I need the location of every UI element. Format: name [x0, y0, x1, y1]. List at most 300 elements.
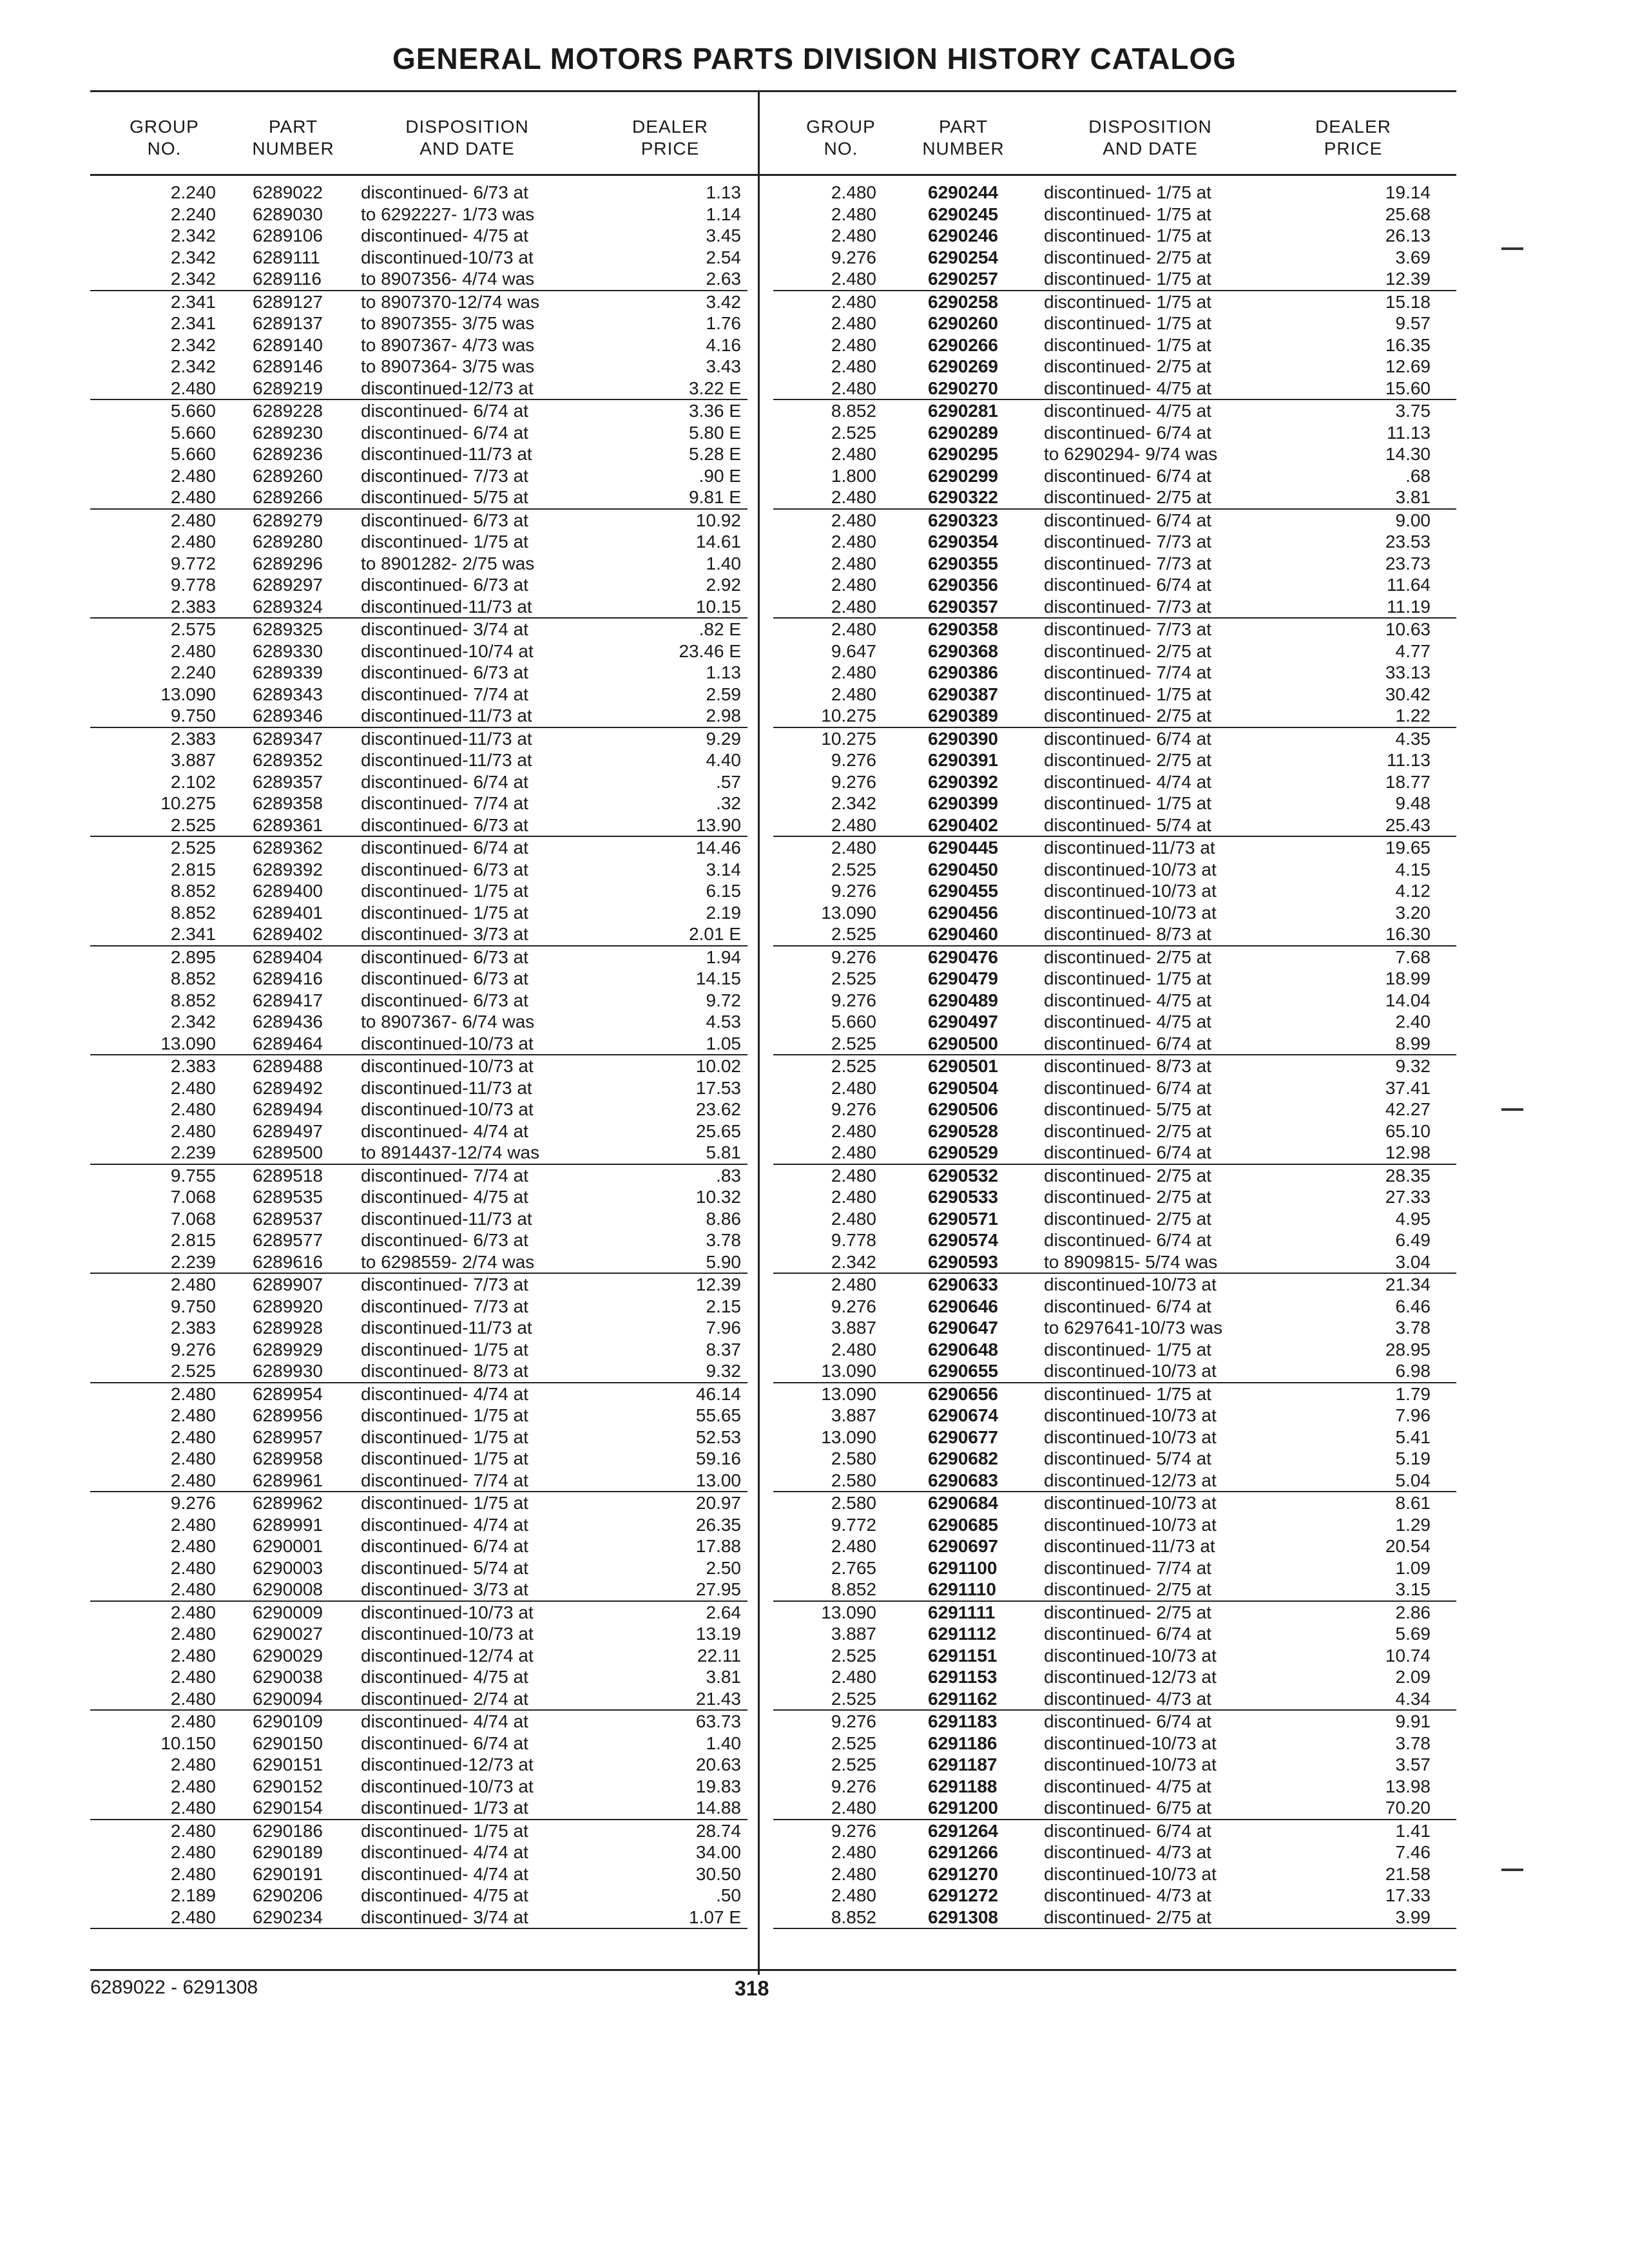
dealer-price: 8.86 [706, 1208, 741, 1229]
group-number: 2.525 [831, 859, 876, 879]
group-number: 9.276 [170, 1493, 216, 1513]
table-row [90, 1077, 747, 1099]
dealer-price: 10.63 [1385, 619, 1431, 639]
group-number: 2.480 [831, 662, 876, 682]
part-number: 6289137 [253, 313, 323, 333]
dealer-price: 15.60 [1385, 378, 1431, 398]
group-number: 2.815 [170, 1230, 216, 1250]
part-number: 6290029 [253, 1645, 323, 1666]
group-number: 9.276 [831, 1776, 876, 1796]
group-number: 2.480 [170, 1514, 216, 1535]
part-number: 6289991 [253, 1514, 323, 1535]
table-row [90, 1863, 747, 1885]
table-row [90, 1645, 747, 1667]
group-number: 2.383 [170, 1318, 216, 1338]
group-number: 2.342 [170, 247, 216, 267]
table-row [773, 771, 1456, 793]
table-row [90, 771, 747, 793]
disposition: discontinued- 5/74 at [1044, 814, 1211, 835]
group-number: 2.480 [831, 814, 876, 835]
part-number: 6289494 [253, 1099, 323, 1119]
dealer-price: 11.64 [1387, 575, 1431, 595]
dealer-price: 42.27 [1385, 1099, 1431, 1119]
disposition: discontinued- 7/74 at [1044, 662, 1211, 682]
dealer-price: 9.48 [1395, 793, 1431, 813]
dealer-price: 3.20 [1395, 902, 1431, 923]
table-row [773, 1602, 1456, 1624]
disposition: discontinued- 6/74 at [1044, 1077, 1211, 1098]
disposition: to 8901282- 2/75 was [361, 553, 535, 573]
table-row [90, 1165, 747, 1187]
dealer-price: 2.64 [706, 1602, 741, 1622]
disposition: discontinued- 6/73 at [361, 510, 528, 530]
group-number: 2.525 [831, 1645, 876, 1666]
dealer-price: 13.19 [695, 1624, 741, 1644]
disposition: discontinued- 6/74 at [1044, 728, 1211, 749]
part-number: 6291308 [928, 1907, 999, 1927]
part-number: 6289956 [253, 1405, 323, 1425]
dealer-price: 1.13 [706, 662, 741, 682]
part-number: 6289929 [253, 1339, 323, 1360]
table-row [773, 1165, 1456, 1187]
table-row [90, 619, 747, 640]
table-row [773, 1907, 1456, 1930]
table-row [773, 1514, 1456, 1536]
table-row [773, 1077, 1456, 1099]
part-number: 6290038 [253, 1667, 323, 1687]
table-row [773, 1383, 1456, 1405]
table-row [90, 1011, 747, 1033]
dealer-price: 4.40 [706, 750, 741, 770]
disposition: discontinued-10/73 at [1044, 859, 1217, 879]
header-price-left: DEALER PRICE [631, 117, 709, 159]
part-number: 6291186 [928, 1733, 998, 1753]
dealer-price: 14.30 [1385, 444, 1431, 464]
table-row [90, 531, 747, 553]
group-number: 3.887 [831, 1318, 876, 1338]
dealer-price: 15.18 [1385, 291, 1431, 312]
dealer-price: 27.33 [1385, 1187, 1431, 1207]
part-number: 6291110 [928, 1579, 996, 1599]
table-row [773, 291, 1456, 313]
disposition: discontinued-10/73 at [1044, 902, 1217, 923]
part-number: 6290683 [928, 1470, 999, 1490]
table-row [90, 1557, 747, 1579]
table-row [90, 814, 747, 838]
dealer-price: 33.13 [1385, 662, 1431, 682]
part-number: 6290189 [253, 1842, 323, 1862]
part-number: 6290456 [928, 902, 999, 923]
group-number: 13.090 [160, 1033, 216, 1053]
dealer-price: 2.98 [706, 706, 741, 726]
dealer-price: 52.53 [695, 1427, 741, 1447]
part-number: 6290504 [928, 1077, 999, 1098]
group-number: 2.525 [831, 1733, 876, 1753]
part-number: 6290399 [928, 793, 999, 813]
group-number: 2.575 [170, 619, 216, 639]
disposition: discontinued- 6/73 at [361, 1230, 528, 1250]
part-number: 6289464 [253, 1033, 323, 1053]
table-row [773, 1797, 1456, 1820]
dealer-price: 6.46 [1395, 1296, 1431, 1316]
table-row [90, 1666, 747, 1688]
page-title: GENERAL MOTORS PARTS DIVISION HISTORY CATALOG [392, 42, 1237, 75]
table-row [773, 1120, 1456, 1142]
disposition: discontinued- 6/74 at [1044, 1711, 1211, 1731]
group-number: 2.480 [170, 1820, 216, 1841]
table-row [90, 684, 747, 706]
part-number: 6290368 [928, 640, 999, 661]
dealer-price: 23.62 [695, 1099, 741, 1119]
table-row [90, 880, 747, 902]
dealer-price: 3.69 [1395, 247, 1431, 267]
table-row [90, 1383, 747, 1405]
part-number: 6290355 [928, 553, 999, 573]
disposition: discontinued-10/73 at [361, 1602, 534, 1622]
dealer-price: 1.40 [706, 1733, 741, 1753]
disposition: discontinued- 3/74 at [361, 1907, 528, 1927]
disposition: discontinued-11/73 at [1044, 838, 1215, 858]
footer-rule [90, 1969, 1456, 1971]
group-number: 8.852 [831, 1579, 876, 1599]
dealer-price: 14.46 [695, 838, 741, 858]
table-row [90, 356, 747, 378]
group-number: 2.480 [170, 1842, 216, 1862]
dealer-price: 9.91 [1395, 1711, 1431, 1731]
part-number: 6289346 [253, 706, 323, 726]
part-number: 6291264 [928, 1820, 999, 1841]
part-number: 6291112 [928, 1624, 996, 1644]
group-number: 2.580 [831, 1470, 876, 1490]
part-number: 6290234 [253, 1907, 323, 1927]
part-number: 6289962 [253, 1493, 323, 1513]
dealer-price: 14.15 [695, 968, 741, 988]
disposition: discontinued-11/73 at [361, 750, 532, 770]
disposition: discontinued- 1/75 at [361, 1427, 528, 1447]
dealer-price: 5.69 [1395, 1624, 1431, 1644]
group-number: 8.852 [170, 990, 216, 1010]
dealer-price: 3.04 [1395, 1251, 1431, 1272]
table-row [773, 510, 1456, 532]
table-row [773, 814, 1456, 838]
column-divider [758, 90, 760, 1975]
part-number: 6289116 [253, 269, 322, 289]
part-number: 6290358 [928, 619, 999, 639]
table-row [773, 1754, 1456, 1776]
disposition: discontinued- 4/75 at [361, 1885, 528, 1905]
group-number: 2.480 [831, 1187, 876, 1207]
right-parts-table [773, 182, 1456, 1929]
disposition: discontinued- 6/74 at [1044, 575, 1211, 595]
part-number: 6290528 [928, 1120, 999, 1141]
disposition: discontinued- 6/74 at [1044, 1624, 1211, 1644]
header-part-right: PART NUMBER [922, 117, 1005, 159]
disposition: discontinued- 1/75 at [361, 1405, 528, 1425]
group-number: 2.525 [831, 968, 876, 988]
table-row [773, 1885, 1456, 1907]
group-number: 13.090 [821, 902, 876, 923]
left-parts-table [90, 182, 747, 1929]
group-number: 7.068 [170, 1187, 216, 1207]
part-number: 6290354 [928, 532, 999, 552]
disposition: to 8907364- 3/75 was [361, 356, 535, 376]
table-row [773, 1142, 1456, 1165]
header-group-right: GROUP NO. [806, 117, 876, 159]
part-number: 6290402 [928, 814, 999, 835]
group-number: 2.383 [170, 1056, 216, 1076]
table-row [90, 923, 747, 947]
part-number: 6290150 [253, 1733, 323, 1753]
part-number: 6289146 [253, 356, 323, 376]
dealer-price: 2.63 [706, 269, 741, 289]
dealer-price: 5.04 [1395, 1470, 1431, 1490]
group-number: 9.276 [831, 1711, 876, 1731]
part-number: 6289537 [253, 1208, 323, 1229]
disposition: discontinued-10/73 at [1044, 1733, 1217, 1753]
title-rule [90, 90, 1456, 92]
table-row [773, 1011, 1456, 1033]
part-number: 6289260 [253, 465, 323, 486]
part-number: 6290266 [928, 334, 999, 355]
part-number: 6290593 [928, 1251, 999, 1272]
disposition: discontinued- 2/75 at [1044, 247, 1211, 267]
table-row [90, 247, 747, 269]
dealer-price: 27.95 [695, 1579, 741, 1599]
part-number: 6289928 [253, 1318, 323, 1338]
part-number: 6289417 [253, 990, 323, 1010]
group-number: 2.525 [831, 924, 876, 944]
dealer-price: 25.43 [1385, 814, 1431, 835]
dealer-price: 23.53 [1385, 532, 1431, 552]
dealer-price: 4.34 [1395, 1688, 1431, 1709]
disposition: discontinued- 4/74 at [361, 1120, 528, 1141]
group-number: 8.852 [831, 401, 876, 421]
disposition: discontinued-10/73 at [361, 1624, 534, 1644]
dealer-price: 25.68 [1385, 204, 1431, 224]
disposition: discontinued- 1/73 at [361, 1798, 528, 1818]
disposition: discontinued- 6/74 at [361, 771, 528, 792]
part-number: 6289330 [253, 640, 323, 661]
dealer-price: 12.39 [695, 1274, 741, 1294]
dealer-price: 1.07 E [689, 1907, 741, 1927]
group-number: 2.480 [170, 1711, 216, 1731]
part-number: 6289357 [253, 771, 323, 792]
table-row [90, 574, 747, 596]
part-number: 6290245 [928, 204, 999, 224]
dealer-price: 3.45 [706, 226, 741, 245]
disposition: discontinued- 7/74 at [361, 684, 528, 704]
dealer-price: 6.15 [706, 881, 741, 901]
disposition: to 8907367- 4/73 was [361, 334, 535, 355]
disposition: discontinued-10/73 at [1044, 1274, 1217, 1294]
disposition: discontinued- 6/73 at [361, 662, 528, 682]
part-number: 6289030 [253, 204, 323, 224]
disposition: discontinued- 6/73 at [361, 968, 528, 988]
disposition: discontinued- 6/74 at [361, 1536, 528, 1556]
group-number: 2.480 [170, 1274, 216, 1294]
table-row [773, 400, 1456, 422]
group-number: 2.525 [831, 422, 876, 443]
group-number: 2.480 [831, 1274, 876, 1294]
dealer-price: 9.32 [706, 1361, 741, 1381]
group-number: 2.480 [831, 313, 876, 333]
part-number: 6289404 [253, 947, 323, 967]
table-row [773, 1296, 1456, 1318]
group-number: 2.342 [170, 334, 216, 355]
disposition: discontinued- 6/74 at [361, 401, 528, 421]
dealer-price: 1.40 [706, 553, 741, 573]
part-number: 6289488 [253, 1056, 323, 1076]
page-number: 318 [735, 1977, 769, 2000]
group-number: 2.480 [831, 553, 876, 573]
group-number: 2.480 [831, 619, 876, 639]
dealer-price: 4.53 [706, 1012, 741, 1032]
part-number: 6290154 [253, 1798, 323, 1818]
disposition: discontinued-12/73 at [1044, 1667, 1217, 1687]
table-row [773, 1557, 1456, 1579]
disposition: discontinued- 7/74 at [361, 793, 528, 813]
group-number: 2.342 [170, 356, 216, 376]
table-row [90, 1733, 747, 1754]
disposition: discontinued-10/73 at [361, 1776, 534, 1796]
dealer-price: 1.22 [1395, 706, 1431, 726]
disposition: discontinued- 7/73 at [1044, 619, 1211, 639]
disposition: discontinued- 1/75 at [361, 1339, 528, 1360]
table-row [90, 1602, 747, 1624]
table-row [90, 1360, 747, 1383]
table-row [773, 990, 1456, 1012]
group-number: 9.772 [831, 1514, 876, 1535]
group-number: 2.480 [170, 378, 216, 398]
group-number: 9.276 [170, 1339, 216, 1360]
table-row [773, 1208, 1456, 1230]
disposition: discontinued- 7/73 at [1044, 553, 1211, 573]
group-number: 2.480 [170, 1798, 216, 1818]
dealer-price: 2.50 [706, 1557, 741, 1578]
disposition: discontinued- 4/75 at [1044, 1776, 1211, 1796]
disposition: discontinued- 6/74 at [1044, 465, 1211, 486]
part-number: 6289140 [253, 334, 323, 355]
table-row [773, 728, 1456, 750]
table-row [773, 1033, 1456, 1056]
part-number: 6289339 [253, 662, 323, 682]
disposition: discontinued- 7/74 at [361, 1165, 528, 1186]
dealer-price: 59.16 [695, 1448, 741, 1468]
part-number: 6290682 [928, 1448, 999, 1468]
group-number: 9.276 [831, 1099, 876, 1119]
part-number: 6290186 [253, 1820, 323, 1841]
group-number: 2.342 [170, 269, 216, 289]
group-number: 2.525 [831, 1033, 876, 1053]
disposition: discontinued- 8/73 at [361, 1361, 528, 1381]
dealer-price: 11.19 [1387, 596, 1431, 617]
table-row [90, 1251, 747, 1274]
group-number: 2.480 [170, 1667, 216, 1687]
disposition: discontinued- 6/74 at [1044, 510, 1211, 530]
table-row [90, 749, 747, 771]
table-row [773, 225, 1456, 247]
part-number: 6290392 [928, 771, 999, 792]
part-number: 6289361 [253, 814, 323, 835]
group-number: 2.239 [170, 1251, 216, 1272]
disposition: discontinued-11/73 at [361, 728, 532, 749]
disposition: discontinued-10/73 at [361, 1033, 534, 1053]
group-number: 2.480 [831, 575, 876, 595]
disposition: discontinued- 1/75 at [361, 902, 528, 923]
dealer-price: 3.81 [706, 1667, 741, 1687]
disposition: discontinued- 2/75 at [1044, 947, 1211, 967]
group-number: 2.480 [170, 1776, 216, 1796]
table-row [90, 1514, 747, 1536]
group-number: 9.276 [831, 1820, 876, 1841]
part-number: 6290497 [928, 1012, 999, 1032]
part-number: 6290258 [928, 291, 999, 312]
group-number: 2.525 [831, 1056, 876, 1076]
part-number: 6289518 [253, 1165, 323, 1186]
table-row [90, 1535, 747, 1557]
table-row [90, 1120, 747, 1142]
table-row [90, 1797, 747, 1820]
part-number: 6290254 [928, 247, 999, 267]
disposition: discontinued- 1/75 at [1044, 334, 1211, 355]
group-number: 2.580 [831, 1493, 876, 1513]
table-row [773, 923, 1456, 947]
dealer-price: 23.46 E [679, 640, 741, 661]
group-number: 2.342 [831, 793, 876, 813]
table-row [90, 400, 747, 422]
group-number: 2.480 [170, 1099, 216, 1119]
disposition: discontinued- 5/74 at [361, 1557, 528, 1578]
disposition: to 8907367- 6/74 was [361, 1012, 535, 1032]
table-row [773, 1360, 1456, 1383]
dealer-price: 19.65 [1385, 838, 1431, 858]
dealer-price: 3.57 [1395, 1754, 1431, 1774]
disposition: discontinued- 7/74 at [361, 1470, 528, 1490]
group-number: 2.480 [831, 182, 876, 202]
dealer-price: 18.77 [1385, 771, 1431, 792]
group-number: 2.480 [170, 1688, 216, 1709]
part-number: 6290027 [253, 1624, 323, 1644]
header-price-right: DEALER PRICE [1315, 117, 1392, 159]
dealer-price: 3.43 [706, 356, 741, 376]
part-number: 6289279 [253, 510, 323, 530]
part-number: 6290009 [253, 1602, 323, 1622]
part-number: 6289219 [253, 378, 323, 398]
dealer-price: 20.63 [695, 1754, 741, 1774]
dealer-price: 9.32 [1395, 1056, 1431, 1076]
dealer-price: 16.30 [1385, 924, 1431, 944]
dealer-price: 3.22 E [689, 378, 741, 398]
dealer-price: 8.61 [1395, 1493, 1431, 1513]
disposition: discontinued- 1/75 at [1044, 1383, 1211, 1404]
disposition: discontinued- 8/73 at [1044, 924, 1211, 944]
group-number: 2.480 [831, 291, 876, 312]
dealer-price: .32 [716, 793, 741, 813]
table-row [90, 1492, 747, 1514]
part-number: 6290571 [928, 1208, 999, 1229]
disposition: discontinued- 7/73 at [361, 1296, 528, 1316]
table-row [90, 947, 747, 968]
group-number: 2.525 [831, 1688, 876, 1709]
group-number: 2.480 [831, 444, 876, 464]
group-number: 2.341 [170, 291, 216, 312]
part-number: 6289616 [253, 1251, 323, 1272]
group-number: 2.480 [170, 1427, 216, 1447]
part-number: 6290151 [253, 1754, 323, 1774]
dealer-price: 21.58 [1385, 1863, 1431, 1884]
margin-mark [1501, 1108, 1523, 1111]
group-number: 2.240 [170, 662, 216, 682]
